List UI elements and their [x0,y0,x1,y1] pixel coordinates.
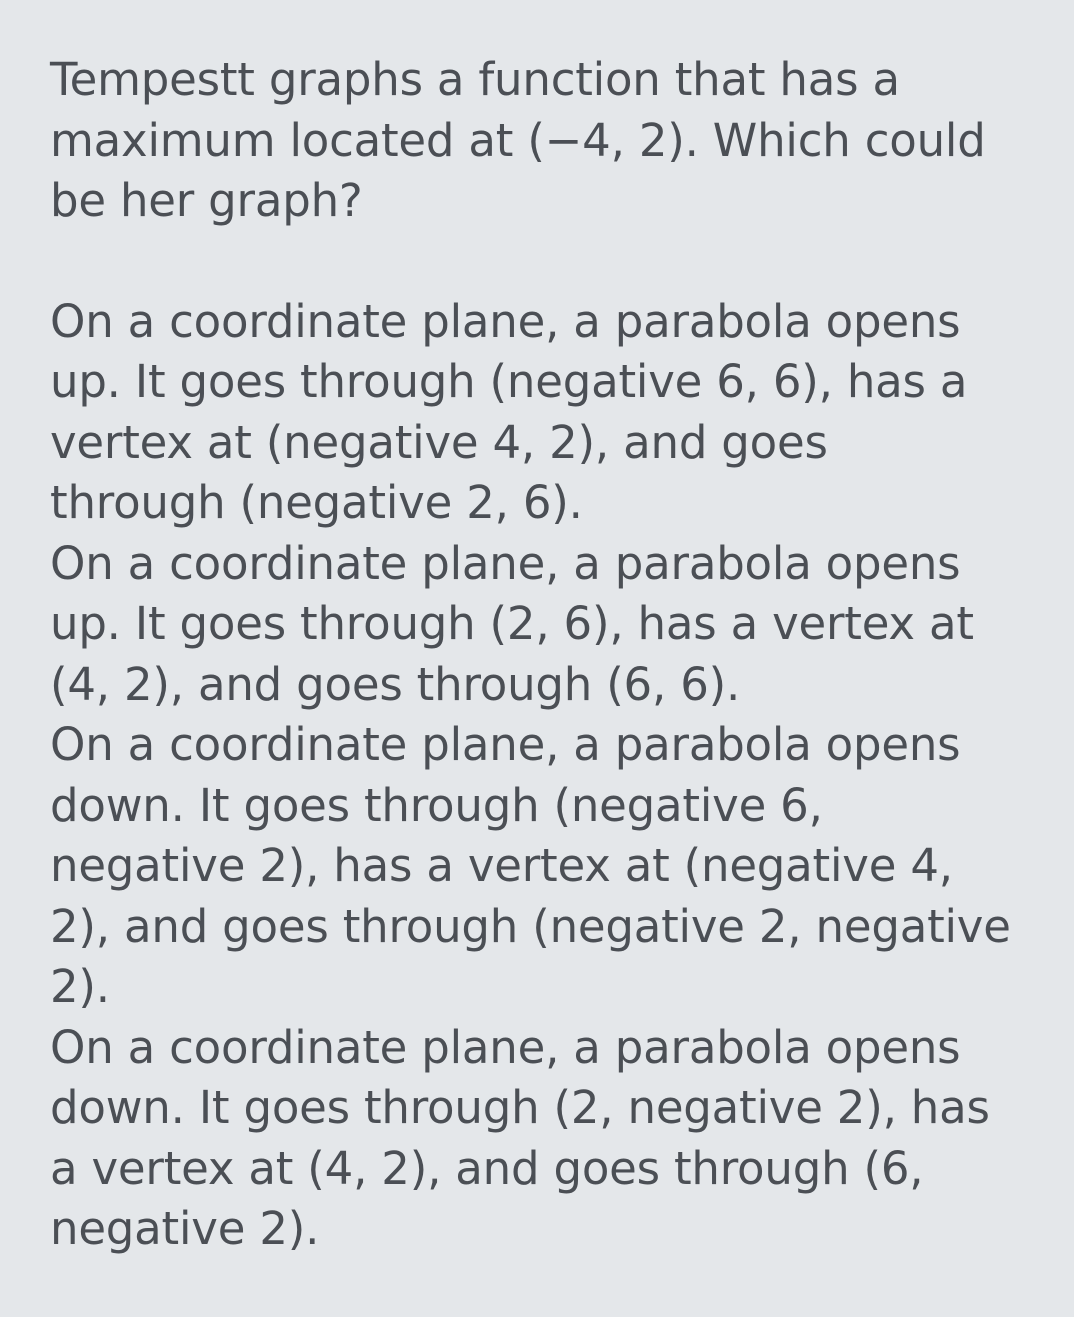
answer-option-4[interactable]: On a coordinate plane, a parabola opens down. It goes through (2, negative 2), has a vertex at (4, 2), and goes through (6, negative 2). [50,1020,990,1255]
question-text: Tempestt graphs a function that has a maximum located at (−4, 2). Which could be her graph? [50,53,986,227]
answer-option-1[interactable]: On a coordinate plane, a parabola opens up. It goes through (negative 6, 6), has a vertex at (negative 4, 2), and goes through (negative 2, 6). [50,294,968,529]
answer-option-2[interactable]: On a coordinate plane, a parabola opens up. It goes through (2, 6), has a vertex at (4, 2), and goes through (6, 6). [50,536,974,711]
answer-options [50,292,1014,1260]
answer-option-3[interactable]: On a coordinate plane, a parabola opens down. It goes through (negative 6, negative 2), has a vertex at (negative 4, 2), and goes through (negative 2, negative 2). [50,718,1011,1013]
